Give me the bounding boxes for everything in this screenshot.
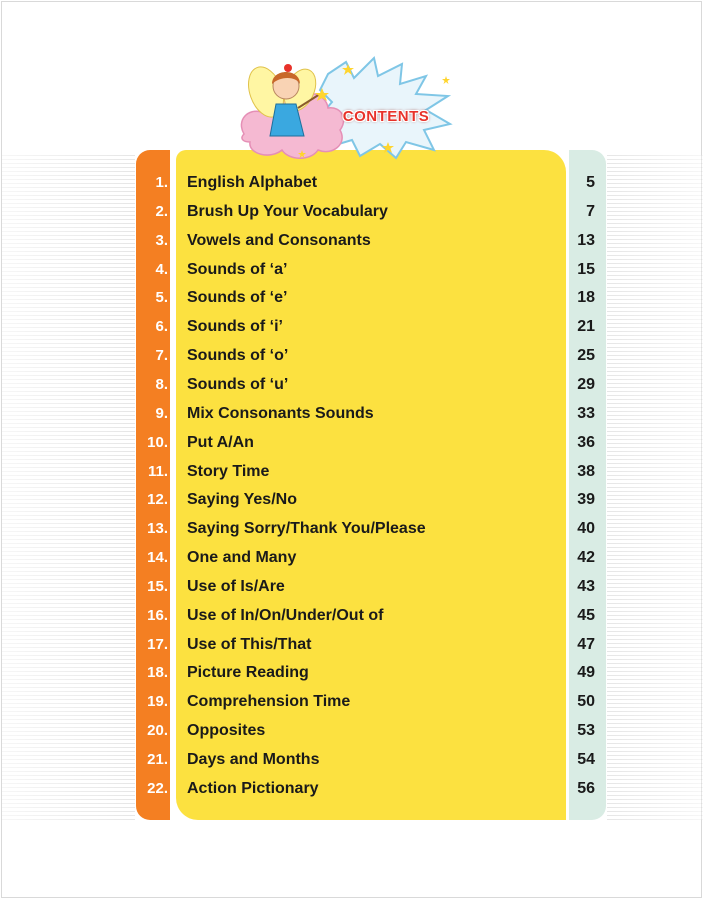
toc-entry: [136, 544, 606, 573]
chapter-number: 19.: [147, 693, 168, 711]
toc-entry: [136, 342, 606, 371]
chapter-number: 3.: [155, 231, 168, 249]
chapter-number: 11.: [147, 462, 168, 480]
page-number: 29: [577, 375, 595, 393]
chapter-number: 9.: [155, 404, 168, 422]
toc-entry: [136, 458, 606, 487]
page-number: 54: [577, 751, 595, 768]
chapter-title: English Alphabet: [187, 174, 318, 191]
chapter-number: 16.: [147, 606, 168, 624]
page-number: 38: [577, 462, 595, 480]
chapter-title: Saying Sorry/Thank You/Please: [187, 520, 426, 538]
chapter-number: 10.: [147, 433, 168, 451]
toc-entry: [136, 313, 606, 342]
chapter-title: Use of In/On/Under/Out of: [187, 606, 384, 624]
page-number: 36: [577, 433, 595, 451]
chapter-number: 7.: [155, 347, 168, 365]
striped-margin-left: [2, 155, 135, 820]
chapter-title: Sounds of ‘o’: [187, 347, 289, 365]
chapter-number: 4.: [155, 260, 168, 278]
page-number: 56: [577, 779, 595, 797]
chapter-number: 15.: [147, 577, 168, 595]
toc-entry: [136, 602, 606, 631]
chapter-title: Sounds of ‘e’: [187, 289, 288, 307]
chapter-title: One and Many: [187, 549, 297, 567]
chapter-number: 18.: [147, 664, 168, 682]
chapter-number: 22.: [147, 779, 168, 797]
chapter-title: Sounds of ‘i’: [187, 318, 283, 336]
toc-entry: [136, 486, 606, 515]
chapter-number: 20.: [147, 722, 168, 740]
page-number: 49: [577, 664, 595, 682]
toc-entry: [136, 256, 606, 285]
toc-entry: [136, 746, 606, 775]
chapter-number: 8.: [155, 375, 168, 393]
chapter-number: 12.: [147, 491, 168, 509]
chapter-title: Story Time: [187, 462, 270, 480]
chapter-number: 1.: [155, 174, 168, 191]
page-number: 25: [577, 347, 595, 365]
toc-entry: [136, 227, 606, 256]
striped-margin-right: [607, 155, 703, 820]
chapter-title: Action Pictionary: [187, 779, 319, 797]
page-number: 43: [577, 577, 595, 595]
page-number: 15: [577, 260, 595, 278]
chapter-number: 5.: [155, 289, 168, 307]
chapter-title: Sounds of ‘a’: [187, 260, 288, 278]
toc-entry: [136, 688, 606, 717]
toc-entry: [136, 659, 606, 688]
toc-entry: [136, 198, 606, 227]
chapter-title: Saying Yes/No: [187, 491, 297, 509]
chapter-title: Opposites: [187, 722, 266, 740]
page-number: 33: [577, 404, 595, 422]
chapter-number: 2.: [155, 202, 168, 220]
chapter-title: Sounds of ‘u’: [187, 375, 289, 393]
chapter-title: Vowels and Consonants: [187, 231, 371, 249]
page-number: 42: [577, 549, 595, 567]
page-title: CONTENTS: [342, 108, 430, 125]
toc-entry: [136, 169, 606, 198]
toc-entry: [136, 775, 606, 804]
toc-entry: [136, 717, 606, 746]
chapter-title: Put A/An: [187, 433, 254, 451]
page-number: 7: [586, 202, 595, 220]
page-number: 21: [577, 318, 595, 336]
page-number: 45: [577, 606, 595, 624]
toc-entry: [136, 515, 606, 544]
page-number: 40: [577, 520, 595, 538]
chapter-title: Comprehension Time: [187, 693, 351, 711]
chapter-number: 21.: [147, 751, 168, 768]
chapter-title: Days and Months: [187, 751, 320, 768]
page-number: 50: [577, 693, 595, 711]
chapter-number: 6.: [155, 318, 168, 336]
toc-entry: [136, 429, 606, 458]
chapter-number: 13.: [147, 520, 168, 538]
page-number: 5: [586, 174, 595, 191]
chapter-title: Picture Reading: [187, 664, 309, 682]
chapter-title: Mix Consonants Sounds: [187, 404, 374, 422]
toc-entry: [136, 371, 606, 400]
page-number: 39: [577, 491, 595, 509]
toc-entry: [136, 631, 606, 660]
toc-entry: [136, 400, 606, 429]
chapter-number: 17.: [147, 635, 168, 653]
toc-entry: [136, 284, 606, 313]
toc-entry: [136, 573, 606, 602]
star-icon: [442, 76, 450, 84]
chapter-title: Use of Is/Are: [187, 577, 285, 595]
chapter-title: Brush Up Your Vocabulary: [187, 202, 388, 220]
page-number: 53: [577, 722, 595, 740]
chapter-title: Use of This/That: [187, 635, 312, 653]
page-number: 18: [577, 289, 595, 307]
chapter-number: 14.: [147, 549, 168, 567]
page-number: 47: [577, 635, 595, 653]
page-number: 13: [577, 231, 595, 249]
hair-bow: [284, 64, 292, 72]
